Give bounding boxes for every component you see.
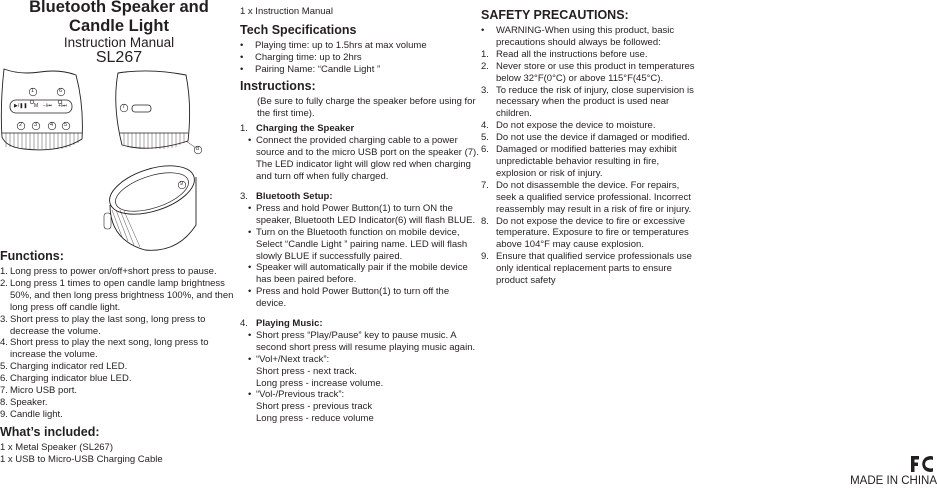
bullet: • <box>240 51 244 63</box>
function-number: 4. <box>0 337 8 349</box>
bullet: • <box>248 329 252 341</box>
tech-text: Pairing Name: “Candle Light ” <box>255 63 381 75</box>
bullet: • <box>248 135 252 147</box>
function-item <box>0 314 238 338</box>
section-item-text: Short press “Play/Pause” key to pause music. A second short press will resume playing music again. <box>256 329 476 353</box>
tech-item <box>240 64 480 76</box>
speaker-drawing <box>0 65 238 257</box>
section-number: 1. <box>240 123 248 135</box>
safety-number: 1. <box>481 48 489 60</box>
section-item <box>240 401 480 413</box>
function-number: 1. <box>0 266 8 277</box>
function-item <box>0 397 238 409</box>
fc-logo <box>909 455 935 473</box>
function-number: 7. <box>0 385 8 397</box>
safety-item <box>481 132 697 144</box>
bullet: • <box>248 353 252 365</box>
section-item-text: Long press - reduce volume <box>256 413 374 425</box>
made-in-label: MADE IN CHINA <box>850 475 937 487</box>
section-item <box>240 366 480 378</box>
safety-text: Never store or use this product in temperatures below 32°F(0°C) or above 115°F(45°C). <box>496 60 695 84</box>
bullet: • <box>248 262 252 274</box>
safety-item <box>481 85 697 121</box>
safety-text: Do not expose the device to fire or excessive temperature. Exposure to fire or temperatures above 104°F may cause explosion. <box>496 215 689 251</box>
mode-icon: M <box>34 103 39 109</box>
function-item <box>0 337 238 361</box>
safety-item <box>481 61 697 85</box>
function-text: Charging indicator blue LED. <box>10 373 132 385</box>
instruction-section <box>240 191 480 310</box>
left-column <box>0 0 238 466</box>
section-title-text: Charging the Speaker <box>256 123 355 135</box>
tech-list <box>240 40 480 76</box>
safety-item <box>481 180 697 216</box>
callout-3: 3 <box>34 122 38 128</box>
safety-list <box>481 49 697 287</box>
section-item-text: Speaker will automatically pair if the mobile device has been paired before. <box>256 262 468 286</box>
safety-text: Ensure that qualified service professionals use only identical replacement parts to ensure product safety <box>496 251 692 287</box>
function-number: 6. <box>0 373 8 385</box>
function-item <box>0 278 238 314</box>
safety-item <box>481 120 697 132</box>
section-item <box>240 413 480 425</box>
section-item <box>240 389 480 401</box>
bullet: • <box>248 202 252 214</box>
function-number: 2. <box>0 277 8 289</box>
function-text: Short press to play the last song, long press to decrease the volume. <box>10 313 206 337</box>
included-item: 1 x Instruction Manual <box>240 6 333 17</box>
section-item <box>240 286 480 310</box>
functions-heading: Functions: <box>0 249 64 263</box>
instruction-section <box>240 123 480 183</box>
safety-number: 8. <box>481 215 489 227</box>
section-item-text: “Vol+/Next track”: <box>256 353 330 365</box>
callout-4: 4 <box>50 122 54 128</box>
play-pause-icon: ▶/❚❚ <box>14 103 28 109</box>
instructions-heading: Instructions: <box>240 78 316 93</box>
included-item: 1 x Metal Speaker (SL267) <box>0 441 114 453</box>
right-column <box>481 0 697 287</box>
section-item <box>240 135 480 159</box>
section-title <box>240 123 480 135</box>
instructions-note: (Be sure to fully charge the speaker before using for the first time). <box>257 95 476 119</box>
safety-number: 2. <box>481 60 489 72</box>
instruction-section <box>240 318 480 425</box>
function-text: Charging indicator red LED. <box>10 361 128 373</box>
model-number: SL267 <box>95 49 143 66</box>
safety-item <box>481 144 697 180</box>
callout-2: 2 <box>19 122 23 128</box>
bullet: • <box>248 389 252 401</box>
section-item <box>240 378 480 390</box>
section-item-text: Short press - previous track <box>256 401 373 413</box>
callout-5: 5 <box>64 122 68 128</box>
middle-column <box>240 0 480 425</box>
section-item-text: The LED indicator light will glow red when charging and turn off when fully charged. <box>256 159 471 183</box>
bullet: • <box>240 63 244 75</box>
function-text: Micro USB port. <box>10 385 78 397</box>
safety-number: 3. <box>481 84 489 96</box>
tech-heading: Tech Specifications <box>240 22 357 37</box>
section-item <box>240 203 480 227</box>
safety-number: 4. <box>481 120 489 132</box>
bullet: • <box>240 39 244 51</box>
section-title-text: Bluetooth Setup: <box>256 190 333 202</box>
included-list <box>0 442 238 466</box>
tech-item <box>240 40 480 52</box>
callout-7: 7 <box>122 104 126 110</box>
section-title <box>240 318 480 330</box>
tech-item <box>240 52 480 64</box>
next-icon: +/⏭ <box>58 103 67 109</box>
section-item-text: Press and hold Power Button(1) to turn ON the speaker, Bluetooth LED Indicator(6) will flash BLUE. <box>256 202 476 226</box>
safety-number: 6. <box>481 144 489 156</box>
function-text: Long press 1 times to open candle lamp brightness 50%, and then long press brightness 100%, and then long press off candle light. <box>10 277 234 313</box>
function-text: Speaker. <box>10 396 48 408</box>
manual-subtitle: Instruction Manual <box>63 35 175 50</box>
function-item <box>0 266 238 278</box>
tech-text: Playing time: up to 1.5hrs at max volume <box>255 39 427 51</box>
bullet: • <box>248 226 252 238</box>
section-number: 3. <box>240 190 248 202</box>
section-item-text: Press and hold Power Button(1) to turn off the device. <box>256 286 450 310</box>
section-item-text: “Vol-/Previous track”: <box>256 389 345 401</box>
included-item: 1 x USB to Micro-USB Charging Cable <box>0 453 163 465</box>
tech-text: Charging time: up to 2hrs <box>255 51 362 63</box>
safety-text: Do not disassemble the device. For repairs, seek a qualified service professional. Incorrect reassembly may result in a risk of fire or injury. <box>496 179 692 215</box>
safety-item <box>481 49 697 61</box>
safety-item <box>481 251 697 287</box>
function-item <box>0 373 238 385</box>
instruction-sections <box>240 123 480 425</box>
safety-number: 5. <box>481 132 489 144</box>
section-item <box>240 262 480 286</box>
safety-text: Do not expose the device to moisture. <box>496 120 656 132</box>
safety-warning: • WARNING-When using this product, basic precautions should always be followed: <box>481 25 675 48</box>
safety-number: 7. <box>481 179 489 191</box>
function-number: 3. <box>0 313 8 325</box>
section-item-text: Short press - next track. <box>256 365 357 377</box>
safety-text: Do not use the device if damaged or modified. <box>496 132 690 144</box>
function-item <box>0 385 238 397</box>
function-number: 9. <box>0 408 8 420</box>
section-item-text: Connect the provided charging cable to a power source and to the micro USB port on the speaker (7). <box>256 135 479 159</box>
function-number: 5. <box>0 361 8 373</box>
section-number: 4. <box>240 318 248 330</box>
section-title <box>240 191 480 203</box>
section-item <box>240 227 480 263</box>
section-item <box>240 330 480 354</box>
safety-heading: SAFETY PRECAUTIONS: <box>481 8 629 22</box>
safety-number: 9. <box>481 251 489 263</box>
section-item <box>240 159 480 183</box>
safety-text: Read all the instructions before use. <box>496 48 648 60</box>
callout-9: 9 <box>180 181 184 187</box>
safety-item <box>481 216 697 252</box>
function-text: Candle light. <box>10 408 63 420</box>
previous-icon: −/⏮ <box>43 103 52 109</box>
function-number: 8. <box>0 396 8 408</box>
safety-text: Damaged or modified batteries may exhibit unpredictable behavior resulting in fire, explosion or risk of injury. <box>496 144 677 179</box>
section-item-text: Long press - increase volume. <box>256 377 384 389</box>
manual-title: Bluetooth Speaker and Candle Light <box>29 0 209 35</box>
function-item <box>0 361 238 373</box>
included-heading: What’s included: <box>0 424 100 439</box>
section-item-text: Turn on the Bluetooth function on mobile device, Select “Candle Light ” pairing name. LED will flash slowly BLUE if successfully paired. <box>256 226 468 262</box>
function-text: Long press to power on/off+short press to pause. <box>10 266 217 277</box>
functions-list <box>0 266 238 421</box>
function-item <box>0 409 238 421</box>
section-title-text: Playing Music: <box>256 318 323 330</box>
bullet: • <box>248 286 252 298</box>
product-illustration <box>0 65 238 257</box>
function-text: Short press to play the next song, long press to increase the volume. <box>10 337 209 361</box>
callout-6: 6 <box>59 88 63 94</box>
callout-8: 8 <box>196 146 200 152</box>
section-item <box>240 354 480 366</box>
callout-1: 1 <box>31 88 35 94</box>
safety-text: To reduce the risk of injury, close supervision is necessary when the product is used near children. <box>496 84 694 120</box>
